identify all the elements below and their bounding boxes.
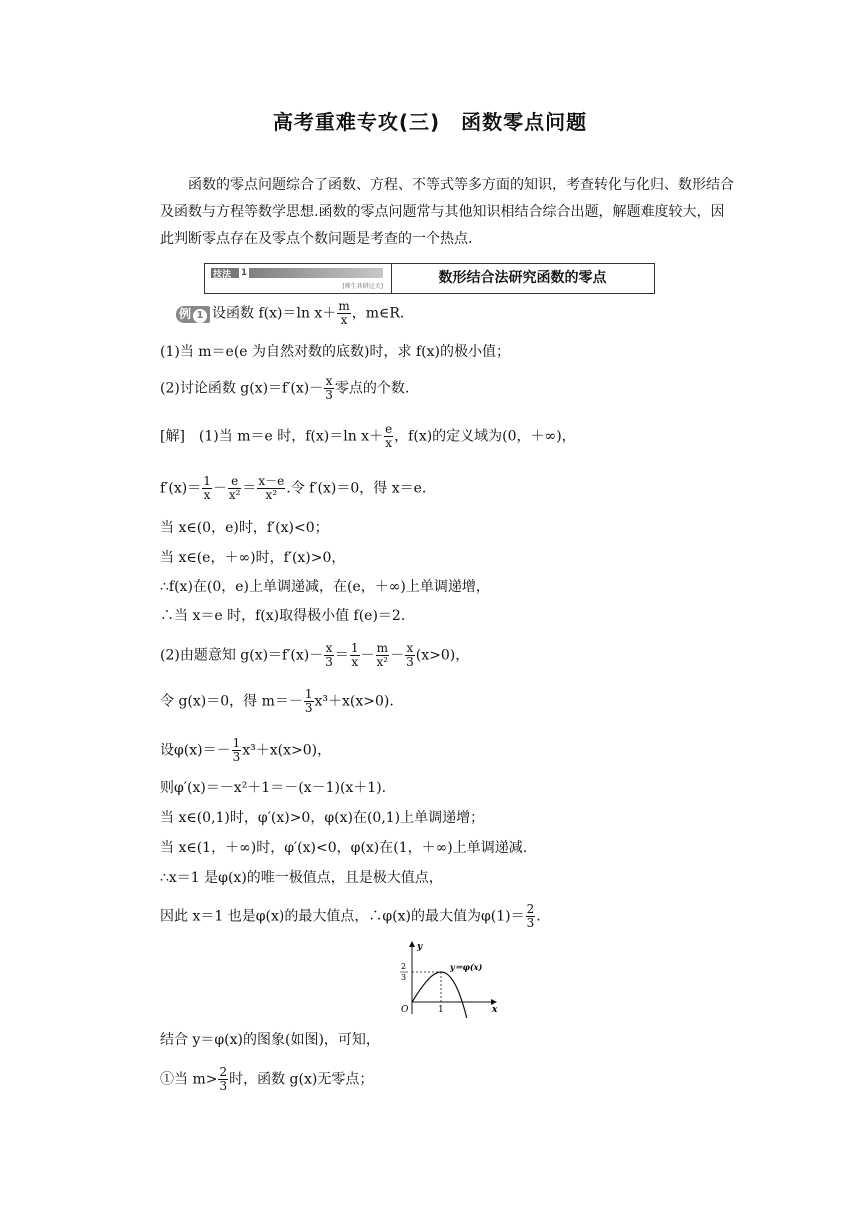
s8-a: 令 g(x)＝0，得 m＝－ — [160, 693, 303, 710]
origin-label: O — [401, 1005, 409, 1015]
solution-line-16 — [160, 1066, 373, 1093]
question-1: (1)当 m＝e(e 为自然对数的底数)时，求 f(x)的极小值； — [160, 344, 510, 360]
s7-minus-2: － — [390, 647, 405, 664]
frac-num: 1 — [232, 736, 241, 750]
s7-a: (2)由题意知 g(x)＝f′(x)－ — [160, 647, 324, 664]
s8-b: x³＋x(x>0). — [314, 693, 394, 710]
frac-den: 3 — [304, 701, 313, 715]
s2-minus: － — [212, 480, 227, 497]
y-tick-num: 2 — [401, 962, 407, 971]
frac-num: 1 — [350, 641, 359, 655]
intro-paragraph: 函数的零点问题综合了函数、方程、不等式等多方面的知识，考查转化与化归、数形结合及函数与方程等数学思想.函数的零点问题常与其他知识相结合综合出题，解题难度较大，因此判断零点存在及零点个数问题是考查的一个热点. — [160, 177, 734, 247]
x-tick-label: 1 — [438, 1005, 444, 1015]
fraction — [350, 642, 360, 669]
frac-num: m — [376, 641, 389, 655]
s2-b: .令 f′(x)＝0，得 x＝e. — [286, 480, 427, 497]
q2-b: 零点的个数. — [334, 380, 410, 397]
method-title: 数形结合法研究函数的零点 — [438, 270, 607, 286]
s16-b: 时，函数 g(x)无零点； — [229, 1071, 374, 1088]
solution-line-3: 当 x∈(0，e)时，f′(x)<0； — [160, 520, 329, 536]
example-stem-a: 设函数 f(x)＝ln x＋ — [212, 305, 337, 322]
solution-line-14 — [160, 903, 541, 930]
fraction — [376, 642, 390, 669]
method-badge — [205, 264, 392, 293]
solution-line-13: ∴x＝1 是φ(x)的唯一极值点，且是极大值点， — [160, 870, 443, 886]
s2-a: f′(x)＝ — [160, 480, 202, 497]
s9-a: 设φ(x)＝－ — [160, 742, 231, 759]
solution-line-11: 当 x∈(0,1)时，φ′(x)>0，φ(x)在(0,1)上单调递增； — [160, 810, 485, 826]
solution-line-8 — [160, 688, 394, 715]
frac-den: 3 — [526, 916, 535, 930]
solution-line-1 — [160, 423, 576, 450]
s7-b: (x>0)， — [415, 647, 470, 664]
frac-den: 3 — [232, 750, 241, 764]
method-header — [204, 263, 655, 294]
solution-line-7 — [160, 642, 469, 669]
method-bar — [211, 268, 383, 278]
frac-num: 1 — [304, 687, 313, 701]
solution-line-5: ∴f(x)在(0，e)上单调递减，在(e，＋∞)上单调递增， — [160, 579, 490, 595]
fraction — [232, 737, 242, 764]
fraction — [324, 375, 334, 402]
example-tag: 例 — [179, 306, 192, 321]
method-number: 1 — [240, 268, 248, 278]
frac-num: x — [325, 374, 333, 388]
curve-label: y＝φ(x) — [450, 962, 483, 972]
fraction — [202, 475, 212, 502]
fraction — [526, 903, 536, 930]
s16-a: ①当 m> — [160, 1071, 218, 1088]
page-title: 高考重难专攻(三) 函数零点问题 — [272, 110, 588, 134]
frac-den: 3 — [325, 388, 333, 402]
example-number: 1 — [193, 309, 207, 323]
solution-line-12: 当 x∈(1，＋∞)时，φ′(x)<0，φ(x)在(1，＋∞)上单调递减. — [160, 840, 528, 856]
frac-num: m — [338, 299, 350, 313]
method-subtitle: [师生共研过关] — [342, 283, 383, 290]
frac-den: x² — [376, 655, 389, 669]
frac-den: x — [351, 655, 359, 669]
solution-line-9 — [160, 737, 331, 764]
example-badge — [176, 306, 210, 323]
frac-den: 3 — [325, 655, 333, 669]
s1-b: ，f(x)的定义域为(0，＋∞)， — [394, 428, 576, 445]
s9-b: x³＋x(x>0)， — [242, 742, 332, 759]
s14-b: . — [536, 908, 541, 925]
q2-a: (2)讨论函数 g(x)＝f′(x)－ — [160, 380, 324, 397]
example-stem-b: ，m∈R. — [351, 305, 405, 322]
frac-num: x－e — [258, 474, 285, 488]
frac-num: 2 — [219, 1065, 228, 1079]
fraction — [324, 642, 334, 669]
fraction — [405, 642, 415, 669]
frac-den: x — [203, 488, 211, 502]
frac-den: 3 — [406, 655, 414, 669]
s14-a: 因此 x＝1 也是φ(x)的最大值点，∴φ(x)的最大值为φ(1)＝ — [160, 908, 525, 925]
s7-minus-1: － — [360, 647, 375, 664]
fraction — [257, 475, 285, 502]
frac-den: x² — [265, 488, 278, 502]
fraction — [384, 423, 393, 450]
s1-a: [解] (1)当 m＝e 时，f(x)＝ln x＋ — [160, 428, 384, 445]
y-axis-label: y — [417, 942, 423, 952]
fraction — [228, 475, 242, 502]
frac-num: 2 — [526, 902, 535, 916]
frac-den: x — [385, 436, 392, 450]
solution-line-4: 当 x∈(e，＋∞)时，f′(x)>0， — [160, 550, 346, 566]
example-stem — [176, 300, 404, 327]
phi-graph — [384, 938, 504, 1018]
fraction — [337, 300, 350, 327]
x-axis-label: x — [492, 1005, 498, 1015]
fraction — [218, 1066, 228, 1093]
fraction — [304, 688, 314, 715]
frac-den: 3 — [219, 1079, 228, 1093]
s2-eq: ＝ — [242, 480, 257, 497]
frac-den: x² — [228, 488, 241, 502]
frac-num: e — [385, 422, 393, 436]
solution-line-15: 结合 y＝φ(x)的图象(如图)，可知， — [160, 1032, 380, 1048]
question-2 — [160, 375, 409, 402]
frac-num: x — [406, 641, 414, 655]
frac-num: 1 — [203, 474, 211, 488]
solution-line-10: 则φ′(x)＝－x²＋1＝－(x－1)(x＋1). — [160, 780, 387, 796]
frac-den: x — [340, 313, 348, 327]
solution-line-6: ∴当 x＝e 时，f(x)取得极小值 f(e)＝2. — [160, 608, 406, 624]
y-tick-den: 3 — [401, 973, 407, 982]
frac-num: x — [325, 641, 333, 655]
solution-line-2 — [160, 475, 426, 502]
s7-eq: ＝ — [334, 647, 349, 664]
method-tag: 技法 — [213, 270, 232, 280]
frac-num: e — [228, 475, 242, 489]
